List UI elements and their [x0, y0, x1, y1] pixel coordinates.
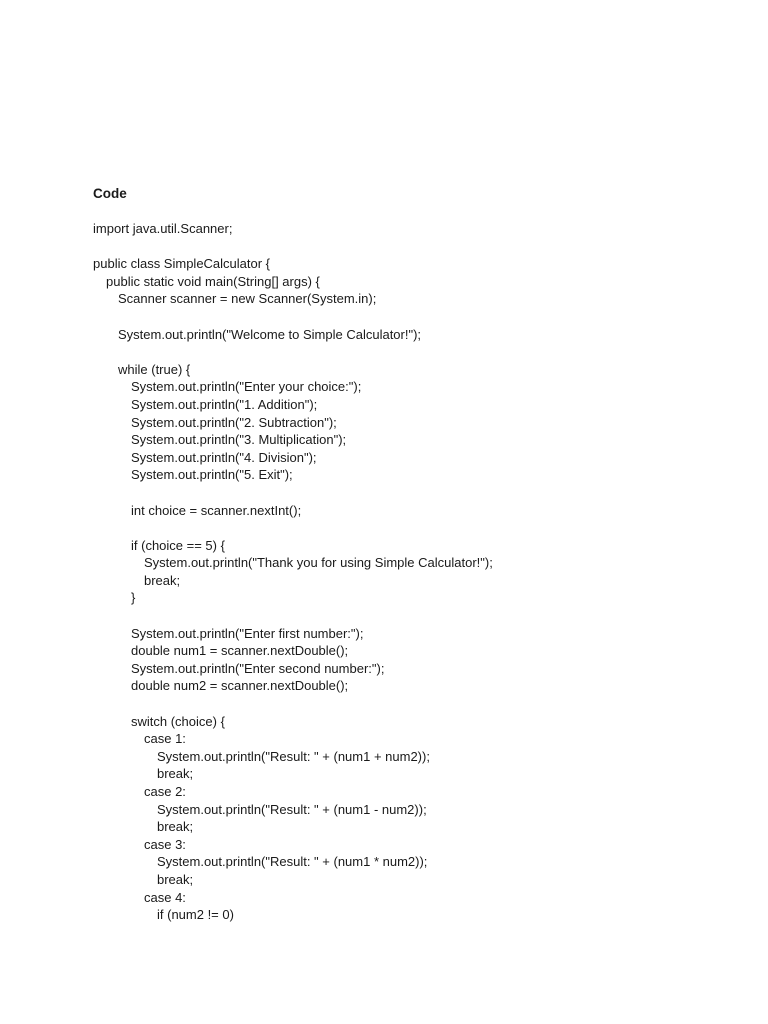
blank-code-line	[93, 308, 493, 326]
code-line: break;	[144, 572, 181, 588]
code-line: int choice = scanner.nextInt();	[131, 502, 302, 518]
blank-code-line	[93, 343, 493, 361]
code-line: case 3:	[144, 836, 186, 852]
code-line: System.out.println("1. Addition");	[131, 396, 318, 412]
code-line: import java.util.Scanner;	[93, 221, 233, 236]
code-line: System.out.println("2. Subtraction");	[131, 414, 337, 430]
code-line: double num1 = scanner.nextDouble();	[131, 643, 349, 659]
code-line: public static void main(String[] args) {	[106, 273, 320, 289]
code-line: double num2 = scanner.nextDouble();	[131, 678, 349, 694]
code-line: System.out.println("Result: " + (num1 + num2));	[157, 748, 430, 764]
code-line: System.out.println("Result: " + (num1 * num2));	[157, 854, 428, 870]
code-line: System.out.println("3. Multiplication");	[131, 432, 347, 448]
blank-code-line	[93, 695, 493, 713]
code-line: System.out.println("Result: " + (num1 - num2));	[157, 801, 427, 817]
code-line: if (num2 != 0)	[157, 907, 234, 923]
code-line: System.out.println("Enter your choice:");	[131, 379, 362, 395]
code-line: case 1:	[144, 731, 186, 747]
code-line: public class SimpleCalculator {	[93, 256, 271, 272]
code-line: System.out.println("Enter first number:");	[131, 625, 364, 641]
blank-code-line	[93, 484, 493, 502]
code-line: System.out.println("5. Exit");	[131, 467, 293, 483]
code-line: if (choice == 5) {	[131, 537, 225, 553]
code-line: switch (choice) {	[131, 713, 225, 729]
code-line: System.out.println("4. Division");	[131, 449, 317, 465]
code-line: }	[131, 590, 136, 606]
code-line: case 2:	[144, 784, 186, 799]
code-line: break;	[157, 766, 194, 782]
blank-code-line	[93, 607, 493, 625]
blank-code-line	[93, 519, 493, 537]
section-heading: Code	[93, 186, 127, 201]
code-line: while (true) {	[118, 361, 191, 377]
code-line: System.out.println("Thank you for using Simple Calculator!");	[144, 555, 493, 571]
code-line: break;	[157, 871, 194, 887]
code-listing	[93, 220, 493, 924]
code-line: Scanner scanner = new Scanner(System.in);	[118, 291, 377, 307]
blank-code-line	[93, 238, 493, 256]
code-line: System.out.println("Welcome to Simple Calculator!");	[118, 326, 422, 342]
code-line: break;	[157, 819, 194, 835]
code-line: case 4:	[144, 889, 186, 905]
code-line: System.out.println("Enter second number:");	[131, 660, 385, 676]
